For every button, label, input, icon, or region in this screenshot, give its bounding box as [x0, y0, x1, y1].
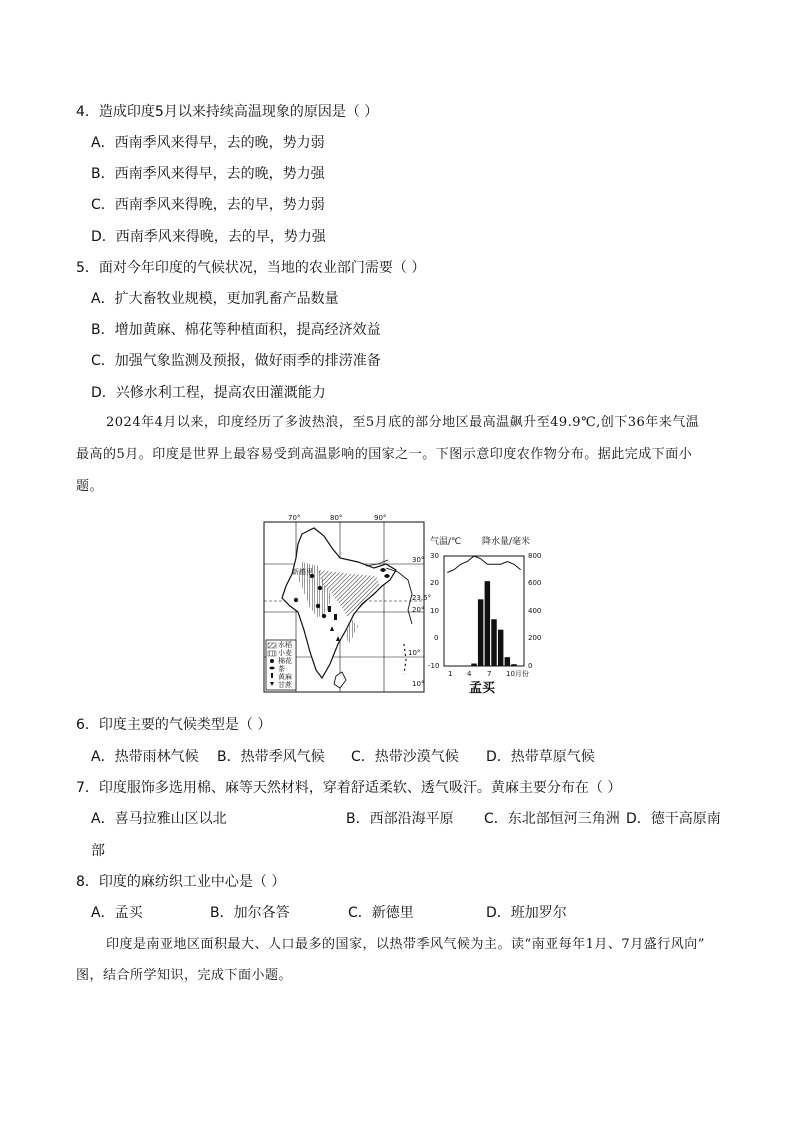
q4-option-a[interactable]: A．西南季风来得早，去的晚，势力弱 — [91, 135, 325, 151]
lat-label-20: 20° — [412, 606, 425, 614]
temp-tick-30: 30 — [430, 552, 439, 560]
precip-bar-month-6 — [478, 599, 483, 666]
q6-stem: 6．印度主要的气候类型是（ ） — [76, 717, 272, 733]
precip-bar-month-8 — [491, 619, 496, 666]
q7-options — [91, 809, 731, 829]
q7-option-c[interactable]: C．东北部恒河三角洲 — [484, 811, 620, 827]
lat-label-23-5: 23.5° — [412, 594, 432, 602]
temp-tick-0: 0 — [434, 634, 439, 642]
q7-option-b[interactable]: B．西部沿海平原 — [346, 811, 454, 827]
month-tick-4: 4 — [467, 670, 472, 678]
lat-label-10-lower: 10° — [412, 680, 425, 688]
lon-label-80: 80° — [330, 514, 343, 522]
mumbai-climate-chart — [444, 556, 524, 666]
lon-label-70: 70° — [288, 514, 301, 522]
q6-option-d[interactable]: D．热带草原气候 — [486, 749, 595, 765]
q8-options — [91, 903, 651, 923]
q8-option-d[interactable]: D．班加罗尔 — [486, 905, 567, 921]
precip-bar-month-11 — [511, 664, 516, 666]
q7-stem: 7．印度服饰多选用棉、麻等天然材料，穿着舒适柔软、透气吸汗。黄麻主要分布在（ ） — [76, 780, 622, 796]
month-tick-7: 7 — [487, 670, 492, 678]
temp-axis-title: 气温/℃ — [430, 537, 462, 547]
legend-rice: 水稻 — [278, 641, 292, 649]
temp-tick-10: 10 — [430, 607, 439, 615]
q8-option-b[interactable]: B．加尔各答 — [210, 905, 290, 921]
legend-tea: 茶 — [278, 665, 285, 673]
q7-option-a[interactable]: A．喜马拉雅山区以北 — [91, 811, 227, 827]
legend-jute: 黄麻 — [278, 673, 292, 681]
passage2-line2: 图，结合所学知识，完成下面小题。 — [76, 968, 293, 983]
india-map — [264, 522, 424, 692]
passage1-line3: 题。 — [76, 479, 104, 494]
lon-label-90: 90° — [374, 514, 387, 522]
precip-tick-0: 0 — [528, 662, 533, 670]
chart-caption-mumbai: 孟买 — [469, 681, 496, 696]
month-tick-1: 1 — [448, 670, 453, 678]
q6-option-c[interactable]: C．热带沙漠气候 — [351, 749, 459, 765]
legend-cotton: 棉花 — [278, 657, 292, 665]
month-tick-10: 10月份 — [506, 670, 529, 678]
q6-options — [91, 747, 711, 767]
q5-option-d[interactable]: D．兴修水利工程，提高农田灌溉能力 — [91, 385, 326, 401]
q8-option-a[interactable]: A．孟买 — [91, 905, 143, 921]
precip-axis-title: 降水量/毫米 — [482, 537, 531, 547]
q7-option-d[interactable]: D．德干高原南 — [626, 811, 721, 827]
q5-option-a[interactable]: A．扩大畜牧业规模，更加乳畜产品数量 — [91, 291, 339, 307]
precip-bar-month-5 — [471, 664, 476, 666]
precip-bar-month-10 — [505, 657, 510, 666]
q4-option-b[interactable]: B．西南季风来得早，去的晚，势力强 — [91, 166, 325, 182]
q6-option-b[interactable]: B．热带季风气候 — [217, 749, 325, 765]
q5-option-b[interactable]: B．增加黄麻、棉花等种植面积，提高经济效益 — [91, 322, 381, 338]
india-crop-figure — [262, 514, 552, 696]
precip-tick-200: 200 — [528, 634, 542, 642]
precip-tick-800: 800 — [528, 552, 542, 560]
q5-option-c[interactable]: C．加强气象监测及预报，做好雨季的排涝准备 — [91, 353, 381, 369]
passage1-line1: 2024年4月以来，印度经历了多波热浪，至5月底的部分地区最高温飙升至49.9℃,创下36年来气温 — [106, 415, 700, 430]
lat-label-30: 30° — [412, 556, 425, 564]
q8-option-c[interactable]: C．新德里 — [348, 905, 414, 921]
passage1-line2: 最高的5月。印度是世界上最容易受到高温影响的国家之一。下图示意印度农作物分布。据此完成下面小 — [76, 447, 693, 462]
q8-stem: 8．印度的麻纺织工业中心是（ ） — [76, 874, 286, 890]
q5-stem: 5．面对今年印度的气候状况，当地的农业部门需要（ ） — [76, 260, 426, 276]
legend-wheat: 小麦 — [278, 649, 292, 657]
precip-bar-month-9 — [498, 630, 503, 666]
precip-tick-600: 600 — [528, 579, 542, 587]
lat-label-10-upper: 10° — [408, 649, 421, 657]
q4-option-d[interactable]: D．西南季风来得晚，去的早，势力强 — [91, 229, 326, 245]
q4-option-c[interactable]: C．西南季风来得晚，去的早，势力弱 — [91, 197, 325, 213]
passage2-line1: 印度是南亚地区面积最大、人口最多的国家，以热带季风气候为主。读“南亚每年1月、7月盛行风向” — [106, 937, 705, 952]
temp-tick-minus10: -10 — [428, 662, 440, 670]
legend-sugarcane: 甘蔗 — [278, 681, 292, 689]
temp-tick-20: 20 — [430, 579, 439, 587]
city-label-new-delhi: 新德里 — [292, 568, 313, 576]
q6-option-a[interactable]: A．热带雨林气候 — [91, 749, 199, 765]
q7-option-d-wrap: 部 — [91, 843, 105, 859]
precip-bar-month-7 — [485, 581, 490, 666]
q4-stem: 4．造成印度5月以来持续高温现象的原因是（ ） — [76, 104, 379, 120]
precip-tick-400: 400 — [528, 607, 542, 615]
